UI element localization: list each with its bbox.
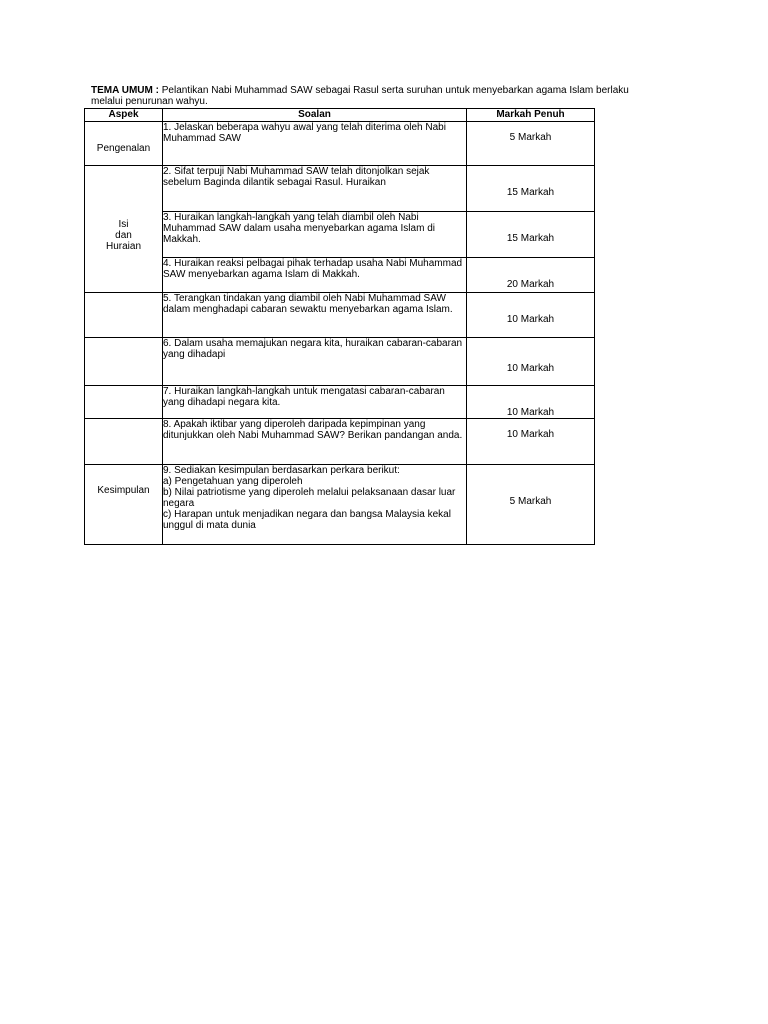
marks-cell bbox=[467, 293, 595, 338]
marks-value: 15 Markah bbox=[506, 187, 555, 198]
table-row bbox=[85, 386, 595, 419]
marks-value: 10 Markah bbox=[506, 314, 555, 325]
marks-cell bbox=[467, 166, 595, 212]
aspek-cell bbox=[85, 122, 163, 166]
marks-value: 20 Markah bbox=[506, 279, 555, 290]
table-row bbox=[85, 338, 595, 386]
aspek-cell bbox=[85, 465, 163, 545]
aspek-cell bbox=[85, 293, 163, 338]
rubric-table bbox=[84, 108, 595, 545]
marks-cell bbox=[467, 212, 595, 258]
question-cell: 5. Terangkan tindakan yang diambil oleh Nabi Muhammad SAW dalam menghadapi cabaran sewaktu menyebarkan agama Islam. bbox=[163, 293, 467, 338]
aspek-huraian-line: Huraian bbox=[105, 241, 142, 252]
column-header-markah: Markah Penuh bbox=[467, 109, 595, 122]
aspek-dan-line: dan bbox=[115, 230, 132, 241]
question-cell bbox=[163, 465, 467, 545]
aspek-cell bbox=[85, 386, 163, 419]
table-header-row bbox=[85, 109, 595, 122]
tema-label: TEMA UMUM : bbox=[91, 85, 159, 96]
question-option: c) Harapan untuk menjadikan negara dan bangsa Malaysia kekal unggul di mata dunia bbox=[163, 509, 451, 531]
table-row bbox=[85, 122, 595, 166]
aspek-pengenalan: Pengenalan bbox=[96, 143, 151, 154]
marks-value: 5 Markah bbox=[509, 132, 552, 143]
question-cell: 4. Huraikan reaksi pelbagai pihak terhadap usaha Nabi Muhammad SAW menyebarkan agama Islam di Makkah. bbox=[163, 258, 467, 293]
aspek-isi-line: Isi bbox=[118, 219, 129, 230]
aspek-kesimpulan: Kesimpulan bbox=[97, 485, 150, 496]
document-header bbox=[91, 85, 661, 107]
question-cell: 6. Dalam usaha memajukan negara kita, huraikan cabaran-cabaran yang dihadapi bbox=[163, 338, 467, 386]
table-row bbox=[85, 419, 595, 465]
marks-value: 5 Markah bbox=[509, 496, 552, 507]
question-cell: 2. Sifat terpuji Nabi Muhammad SAW telah ditonjolkan sejak sebelum Baginda dilantik sebagai Rasul. Huraikan bbox=[163, 166, 467, 212]
marks-value: 10 Markah bbox=[506, 363, 555, 374]
question-cell: 7. Huraikan langkah-langkah untuk mengatasi cabaran-cabaran yang dihadapi negara kita. bbox=[163, 386, 467, 419]
marks-cell bbox=[467, 465, 595, 545]
question-option: a) Pengetahuan yang diperoleh bbox=[163, 476, 303, 487]
aspek-cell bbox=[85, 166, 163, 293]
marks-cell bbox=[467, 419, 595, 465]
table-row bbox=[85, 166, 595, 212]
column-header-soalan: Soalan bbox=[163, 109, 467, 122]
aspek-cell bbox=[85, 338, 163, 386]
question-cell: 1. Jelaskan beberapa wahyu awal yang telah diterima oleh Nabi Muhammad SAW bbox=[163, 122, 467, 166]
marks-value: 15 Markah bbox=[506, 233, 555, 244]
column-header-aspek: Aspek bbox=[85, 109, 163, 122]
question-cell: 8. Apakah iktibar yang diperoleh daripada kepimpinan yang ditunjukkan oleh Nabi Muhammad SAW? Berikan pandangan anda. bbox=[163, 419, 467, 465]
marks-cell bbox=[467, 338, 595, 386]
marks-value: 10 Markah bbox=[506, 407, 555, 418]
marks-cell bbox=[467, 122, 595, 166]
marks-cell bbox=[467, 386, 595, 419]
question-option: b) Nilai patriotisme yang diperoleh melalui pelaksanaan dasar luar negara bbox=[163, 487, 456, 509]
question-text: 9. Sediakan kesimpulan berdasarkan perkara berikut: bbox=[163, 465, 400, 476]
table-row bbox=[85, 293, 595, 338]
marks-cell bbox=[467, 258, 595, 293]
table-row bbox=[85, 465, 595, 545]
marks-value: 10 Markah bbox=[506, 429, 555, 440]
tema-text: Pelantikan Nabi Muhammad SAW sebagai Rasul serta suruhan untuk menyebarkan agama Islam berlaku melalui penurunan wahyu. bbox=[91, 85, 629, 107]
aspek-isi-huraian bbox=[85, 166, 162, 252]
aspek-cell bbox=[85, 419, 163, 465]
question-cell: 3. Huraikan langkah-langkah yang telah diambil oleh Nabi Muhammad SAW dalam usaha menyebarkan agama Islam di Makkah. bbox=[163, 212, 467, 258]
